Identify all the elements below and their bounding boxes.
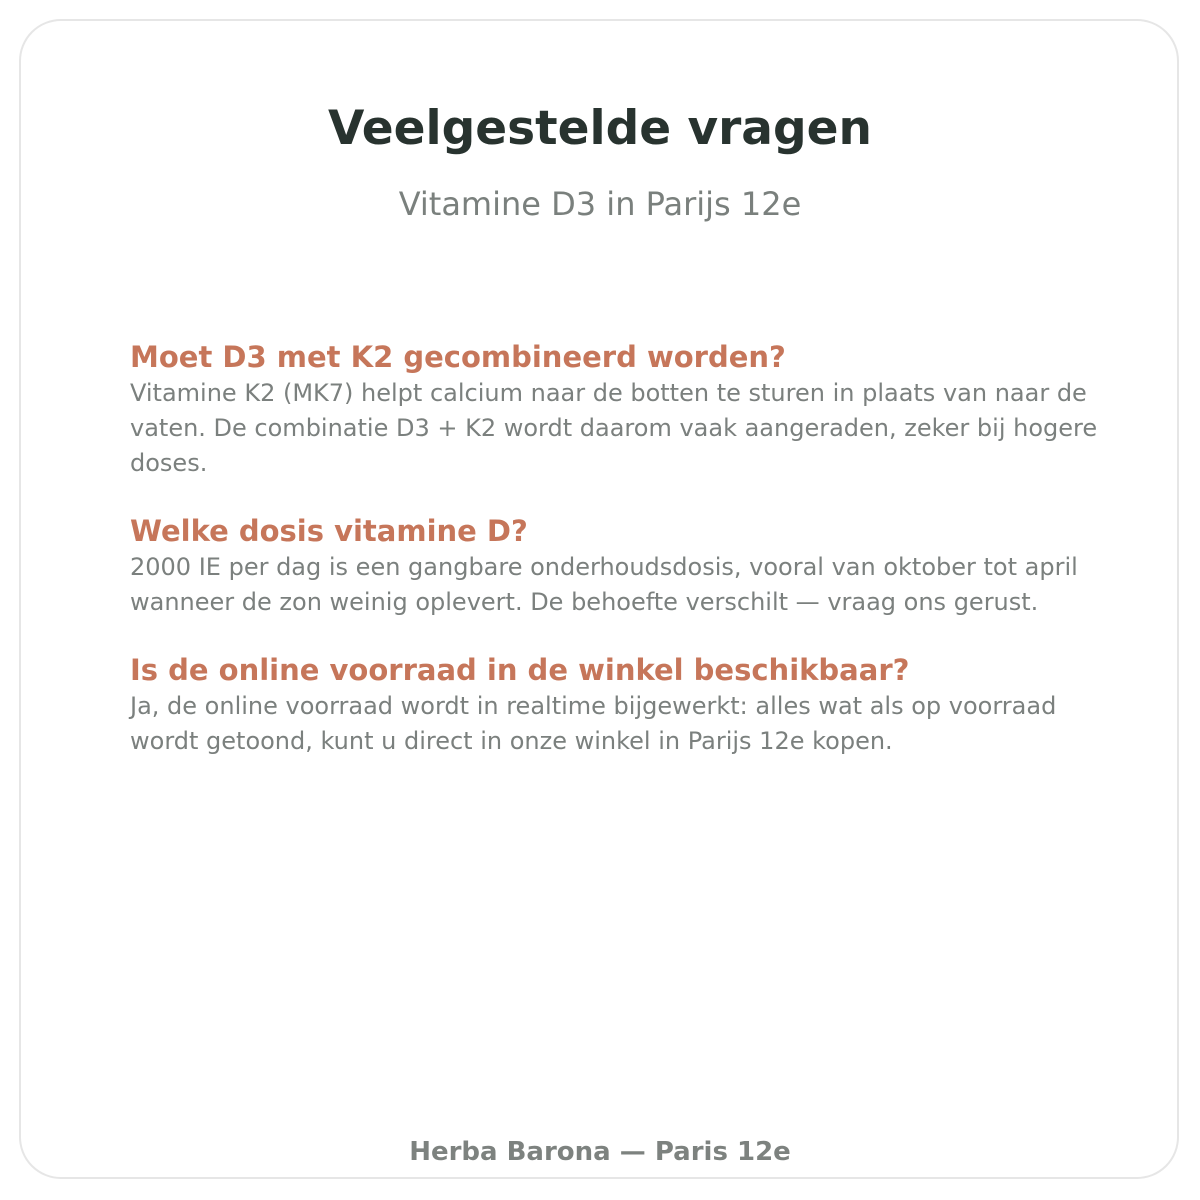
faq-item [130,512,1115,620]
faq-item [130,651,1115,759]
faq-answer: Vitamine K2 (MK7) helpt calcium naar de botten te sturen in plaats van naar de vaten. De combinatie D3 + K2 wordt daarom vaak aangeraden, zeker bij hogere doses. [130,379,1098,477]
footer-brand: Herba Barona — Paris 12e [409,1137,791,1167]
faq-question: Welke dosis vitamine D? [130,514,528,548]
faq-question: Is de online voorraad in de winkel beschikbaar? [130,653,910,687]
page-title: Veelgestelde vragen [327,101,872,156]
faq-item [130,338,1115,481]
page-subtitle: Vitamine D3 in Parijs 12e [398,185,802,223]
faq-answer: Ja, de online voorraad wordt in realtime bijgewerkt: alles wat als op voorraad wordt getoond, kunt u direct in onze winkel in Parijs 12e kopen. [130,692,1057,755]
faq-question: Moet D3 met K2 gecombineerd worden? [130,340,786,374]
faq-answer: 2000 IE per dag is een gangbare onderhoudsdosis, vooral van oktober tot april wanneer de zon weinig oplevert. De behoefte verschilt — vraag ons gerust. [130,553,1078,616]
